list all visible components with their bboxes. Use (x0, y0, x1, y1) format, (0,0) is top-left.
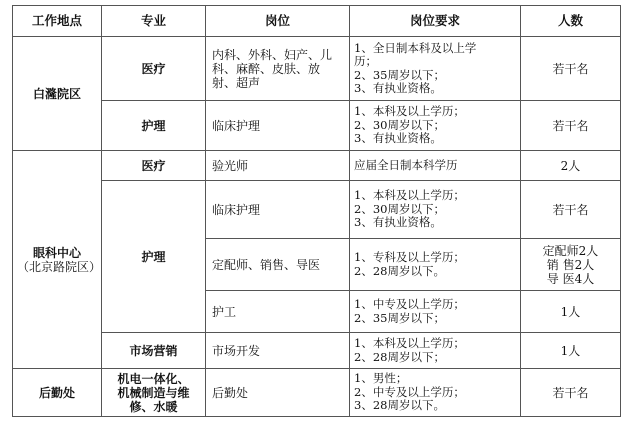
major-cell (102, 369, 206, 417)
major-name: 市场营销 (129, 343, 178, 358)
position-cell (206, 239, 350, 291)
count-value: 1人 (560, 304, 581, 319)
requirement-line: 1、中专及以上学历； (354, 297, 465, 311)
position-cell (206, 369, 350, 417)
requirements-cell (350, 37, 521, 101)
major-name: 医疗 (141, 61, 166, 76)
requirement-line: 3、有执业资格。 (354, 131, 442, 146)
position-cell (206, 37, 350, 101)
count-value: 若干名 (552, 202, 589, 217)
position-cell (206, 151, 350, 181)
requirements-cell (350, 151, 521, 181)
major-line: 机械制造与维 (117, 385, 190, 400)
requirement-line: 1、专科及以上学历； (354, 250, 465, 264)
count-value: 导 医4人 (546, 271, 595, 286)
requirement-line: 2、30周岁以下； (354, 117, 445, 132)
table-row (13, 181, 621, 239)
major-name: 医疗 (141, 158, 166, 173)
position-line: 定配师、销售、导医 (212, 257, 321, 272)
position-line: 内科、外科、妇产、儿 (212, 47, 333, 62)
requirement-line: 1、男性； (354, 371, 408, 386)
count-value: 定配师2人 (542, 243, 599, 258)
requirement-line: 2、35周岁以下； (354, 310, 445, 325)
location-cell (13, 151, 102, 369)
requirement-line: 3、有执业资格。 (354, 215, 442, 230)
position-line: 市场开发 (212, 343, 261, 358)
requirements-cell (350, 369, 521, 417)
location-cell (13, 37, 102, 151)
count-cell (521, 333, 621, 369)
requirement-line: 2、中专及以上学历； (354, 384, 465, 399)
position-line: 验光师 (212, 158, 249, 173)
count-cell (521, 151, 621, 181)
position-line: 后勤处 (212, 385, 249, 400)
requirement-line: 3、28周岁以下。 (354, 398, 445, 413)
requirement-line: 2、28周岁以下。 (354, 263, 445, 278)
header-location: 工作地点 (13, 6, 102, 37)
header-count: 人数 (521, 6, 621, 37)
major-line: 机电一体化、 (117, 371, 190, 386)
requirements-cell (350, 181, 521, 239)
requirement-line: 2、35周岁以下； (354, 67, 445, 82)
major-cell (102, 101, 206, 151)
header-major: 专业 (102, 6, 206, 37)
count-cell (521, 101, 621, 151)
count-cell (521, 239, 621, 291)
major-cell (102, 151, 206, 181)
recruitment-table (12, 5, 621, 417)
recruitment-table-wrapper (12, 5, 620, 417)
position-cell (206, 101, 350, 151)
count-cell (521, 369, 621, 417)
requirements-cell (350, 333, 521, 369)
table-row (13, 333, 621, 369)
count-cell (521, 181, 621, 239)
location-name: 眼科中心 (32, 245, 81, 260)
position-cell (206, 333, 350, 369)
major-cell (102, 333, 206, 369)
position-cell (206, 291, 350, 333)
position-line: 科、麻醉、皮肤、放 (212, 61, 321, 76)
requirement-line: 3、有执业资格。 (354, 81, 442, 95)
requirement-line: 2、28周岁以下； (354, 349, 445, 364)
major-cell (102, 181, 206, 333)
requirements-cell (350, 291, 521, 333)
requirement-line: 历； (354, 54, 377, 68)
count-value: 销 售2人 (546, 257, 595, 272)
location-sub: （北京路院区） (17, 259, 102, 274)
position-line: 临床护理 (212, 202, 261, 217)
position-line: 护工 (212, 304, 237, 319)
major-line: 修、水暖 (129, 399, 178, 414)
major-name: 护理 (141, 118, 166, 133)
table-row (13, 151, 621, 181)
header-position: 岗位 (206, 6, 350, 37)
count-value: 若干名 (552, 385, 589, 400)
requirement-line: 1、本科及以上学历； (354, 336, 465, 350)
count-cell (521, 37, 621, 101)
count-value: 若干名 (552, 118, 589, 133)
header-requirements: 岗位要求 (350, 6, 521, 37)
location-name: 后勤处 (38, 385, 75, 400)
requirement-line: 应届全日制本科学历 (354, 157, 458, 172)
count-value: 1人 (560, 343, 581, 358)
requirement-line: 2、30周岁以下； (354, 201, 445, 216)
requirement-line: 1、本科及以上学历； (354, 188, 465, 203)
requirement-line: 1、全日制本科及以上学 (354, 40, 477, 55)
count-cell (521, 291, 621, 333)
table-row (13, 37, 621, 101)
major-cell (102, 37, 206, 101)
count-value: 2人 (560, 158, 581, 173)
requirement-line: 1、本科及以上学历； (354, 104, 465, 119)
header-row (13, 6, 621, 37)
count-value: 若干名 (552, 61, 589, 76)
position-cell (206, 181, 350, 239)
table-row (13, 369, 621, 417)
major-name: 护理 (141, 249, 166, 264)
position-line: 临床护理 (212, 118, 261, 133)
requirements-cell (350, 239, 521, 291)
table-row (13, 101, 621, 151)
requirements-cell (350, 101, 521, 151)
location-cell (13, 369, 102, 417)
position-line: 射、超声 (212, 75, 261, 90)
location-name: 白漋院区 (32, 86, 81, 101)
